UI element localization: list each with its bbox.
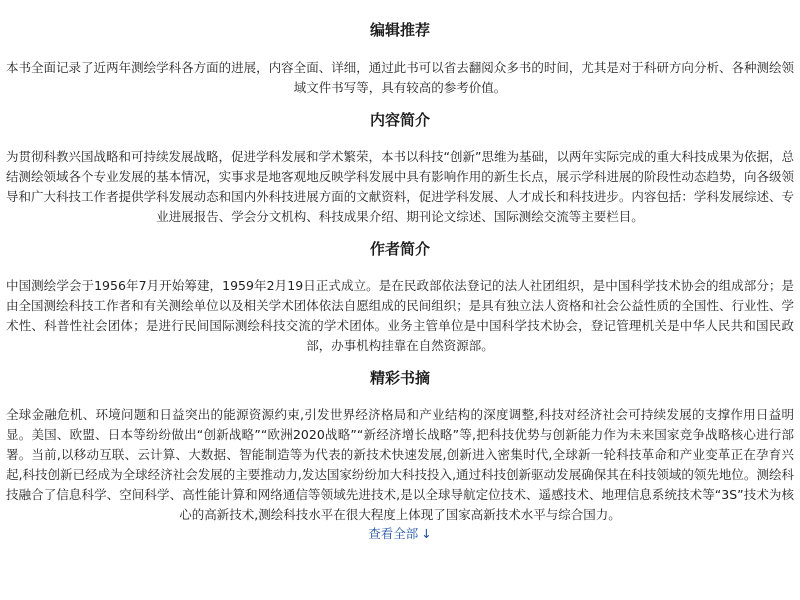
- content-intro-heading: 内容简介: [369, 111, 430, 129]
- excerpt-heading: 精彩书摘: [369, 369, 430, 387]
- author-intro-text: 中国测绘学会于1956年7月开始筹建，1959年2月19日正式成立。是在民政部依法登记的法人社团组织，是中国科学技术协会的组成部分；是由全国测绘科技工作者和有关测绘单位以及相关学术团体依法自愿组成的民间组织；是具有独立法人资格和社会公益性质的全国性、行业性、学术性、科普性社会团体；是进行民间国际测绘科技交流的学术团体。业务主管单位是中国科学技术协会，登记管理机关是中华人民共和国民政部，办事机构挂靠在自然资源部。: [6, 278, 794, 353]
- excerpt-text: 全球金融危机、环境问题和日益突出的能源资源约束,引发世界经济格局和产业结构的深度调整,科技对经济社会可持续发展的支撑作用日益明显。美国、欧盟、日本等纷纷做出“创新战略”“欧洲2020战略”“新经济增长战略”等,把科技优势与创新能力作为未来国家竞争战略核心进行部署。当前,以移动互联、云计算、大数据、智能制造等为代表的新技术快速发展,创新进入密集时代,全球新一轮科技革命和产业变革正在孕育兴起,科技创新已经成为全球经济社会发展的主要推动力,发达国家纷纷加大科技投入,通过科技创新驱动发展确保其在科技领域的领先地位。测绘科技融合了信息科学、空间科学、高性能计算和网络通信等领域先进技术,是以全球导航定位技术、遥感技术、地理信息系统技术等“3S”技术为核心的高新技术,测绘科技水平在很大程度上体现了国家高新技术水平与综合国力。: [6, 407, 794, 522]
- editor-recommend-text: 本书全面记录了近两年测绘学科各方面的进展，内容全面、详细，通过此书可以省去翻阅众多书的时间，尤其是对于科研方向分析、各种测绘领域文件书写等，具有较高的参考价值。: [6, 60, 794, 95]
- content-intro-section: [6, 110, 794, 227]
- arrow-down-icon: ↓: [421, 526, 432, 541]
- view-all-label: 查看全部: [368, 526, 419, 541]
- author-intro-section: [6, 239, 794, 356]
- content-intro-text: 为贯彻科教兴国战略和可持续发展战略，促进学科发展和学术繁荣，本书以科技“创新”思维为基础，以两年实际完成的重大科技成果为依据，总结测绘领域各个专业发展的基本情况，实事求是地客观地反映学科发展中具有影响作用的新生长点，展示学科进展的阶段性动态趋势，向各级领导和广大科技工作者提供学科发展动态和国内外科技进展方面的文献资料，促进学科发展、人才成长和科技进步。内容包括：学科发展综述、专业进展报告、学会分文机构、科技成果介绍、期刊论文综述、国际测绘交流等主要栏目。: [6, 149, 794, 224]
- view-all-link[interactable]: [6, 525, 794, 543]
- editor-recommend-section: [6, 0, 794, 98]
- editor-recommend-heading: 编辑推荐: [369, 21, 430, 39]
- author-intro-heading: 作者简介: [369, 240, 430, 258]
- excerpt-section: [6, 368, 794, 543]
